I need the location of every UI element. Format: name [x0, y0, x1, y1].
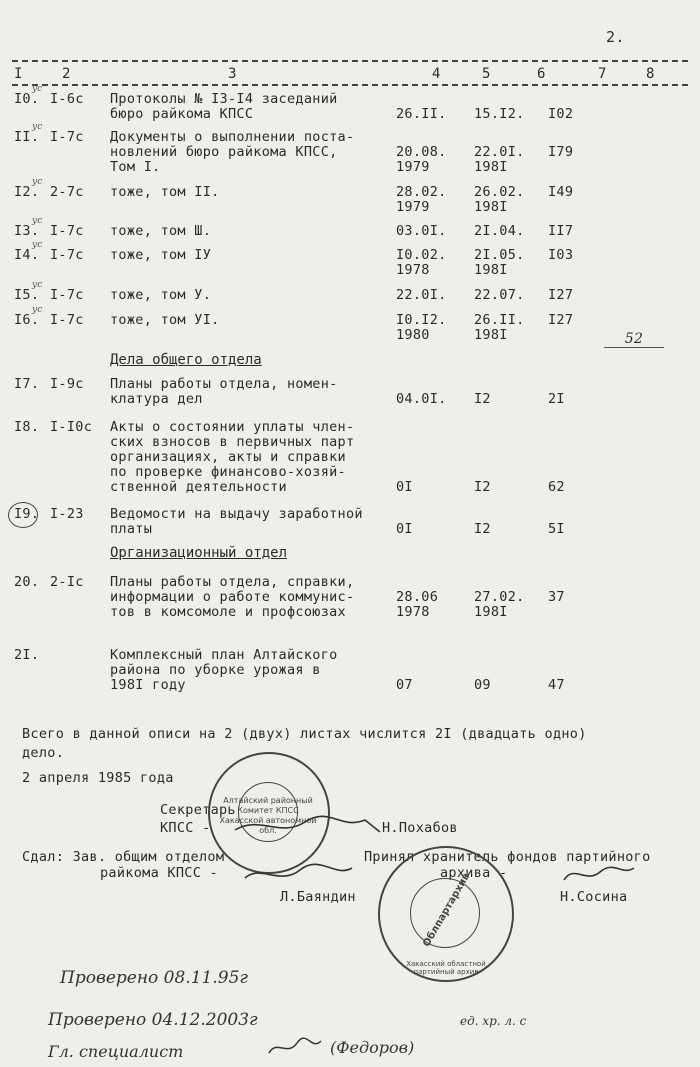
row-number: I4.	[14, 247, 40, 263]
total-line-1: Всего в данной описи на 2 (двух) листах числится 2I (двадцать одно)	[22, 726, 587, 742]
row-end-date: 198I	[474, 604, 508, 620]
received-label-2: архива -	[440, 865, 508, 881]
row-title-line: тоже, том УI.	[110, 312, 220, 328]
handwritten-check-2: Проверено 04.12.2003г	[48, 1010, 258, 1030]
row-end-date: I2	[474, 521, 491, 537]
row-start-date: 1979	[396, 159, 430, 175]
row-title-line: информации о работе коммунис-	[110, 589, 355, 605]
row-sheet-count: 47	[548, 677, 565, 693]
secretary-label-2: КПСС -	[160, 820, 211, 836]
row-index: 2-Ic	[50, 574, 84, 590]
row-19-circle-mark	[8, 502, 38, 528]
row-title-line: Планы работы отдела, номен-	[110, 376, 338, 392]
row-number: I3.	[14, 223, 40, 239]
row-index: I-6c	[50, 91, 84, 107]
row-sheet-count: I27	[548, 312, 574, 328]
row-start-date: 22.0I.	[396, 287, 447, 303]
col-header-1: I	[14, 66, 23, 82]
row-title-line: тоже, том У.	[110, 287, 212, 303]
row-number: 2I.	[14, 647, 40, 663]
date-line: 2 апреля 1985 года	[22, 770, 174, 786]
row-start-date: 1978	[396, 604, 430, 620]
archive-stamp	[378, 846, 514, 982]
row-number: I5.	[14, 287, 40, 303]
handwritten-name: (Федоров)	[330, 1038, 415, 1057]
row-title-line: тов в комсомоле и профсоюзах	[110, 604, 346, 620]
row-title-line: организациях, акты и справки	[110, 449, 346, 465]
row-title-line: ских взносов в первичных парт	[110, 434, 355, 450]
section-heading-org: Организационный отдел	[110, 545, 288, 561]
col-header-2: 2	[62, 66, 71, 82]
row-title-line: ственной деятельности	[110, 479, 287, 495]
row-sheet-count: I49	[548, 184, 574, 200]
row-sheet-count: 2I	[548, 391, 565, 407]
row-start-date: 26.II.	[396, 106, 447, 122]
row-title-line: платы	[110, 521, 153, 537]
row-start-date: 1978	[396, 262, 430, 278]
handed-over-label-2: райкома КПСС -	[100, 865, 218, 881]
row-check-mark: ус	[32, 84, 43, 94]
row-end-date: 22.07.	[474, 287, 525, 303]
row-index: I-I0c	[50, 419, 93, 435]
row-index: I-9c	[50, 376, 84, 392]
handed-over-name: Л.Баяндин	[280, 889, 356, 905]
received-name: Н.Сосина	[560, 889, 628, 905]
row-title-line: тоже, том Ш.	[110, 223, 212, 239]
received-signature	[560, 860, 640, 890]
row-index: I-7c	[50, 129, 84, 145]
archive-stamp-label: Облпартархив	[421, 871, 473, 949]
row-index: I-7c	[50, 247, 84, 263]
col-header-6: 6	[537, 66, 546, 82]
row-number: 20.	[14, 574, 40, 590]
row-end-date: 22.0I.	[474, 144, 525, 160]
row-title-line: новлений бюро райкома КПСС,	[110, 144, 338, 160]
row-check-mark: ус	[32, 240, 43, 250]
row-index: I-7c	[50, 223, 84, 239]
handed-over-signature	[240, 860, 360, 890]
row-check-mark: ус	[32, 177, 43, 187]
row-title-line: Планы работы отдела, справки,	[110, 574, 355, 590]
row-sheet-count: I27	[548, 287, 574, 303]
row-number: I9.	[14, 506, 40, 522]
row-number: II.	[14, 129, 40, 145]
archive-stamp-ring-text: Хакасский областной партийный архив	[406, 960, 486, 976]
handwritten-specialist: Гл. специалист	[48, 1042, 184, 1061]
section-heading-general: Дела общего отдела	[110, 352, 262, 368]
row-start-date: I0.I2.	[396, 312, 447, 328]
row-index: I-7c	[50, 287, 84, 303]
row-start-date: 1980	[396, 327, 430, 343]
row-check-mark: ус	[32, 280, 43, 290]
row-start-date: 1979	[396, 199, 430, 215]
row-title-line: клатура дел	[110, 391, 203, 407]
margin-note: 52	[604, 332, 664, 348]
row-end-date: 15.I2.	[474, 106, 525, 122]
row-start-date: 0I	[396, 479, 413, 495]
col-header-7: 7	[598, 66, 607, 82]
row-end-date: 09	[474, 677, 491, 693]
row-start-date: I0.02.	[396, 247, 447, 263]
row-title-line: тоже, том IУ	[110, 247, 212, 263]
row-title-line: района по уборке урожая в	[110, 662, 321, 678]
row-title-line: 198I году	[110, 677, 186, 693]
row-end-date: 2I.05.	[474, 247, 525, 263]
row-number: I7.	[14, 376, 40, 392]
row-title-line: бюро райкома КПСС	[110, 106, 254, 122]
row-end-date: 198I	[474, 327, 508, 343]
handwritten-check-1: Проверено 08.11.95г	[60, 968, 248, 988]
row-number: I2.	[14, 184, 40, 200]
handwritten-right-note: ед. хр. л. с	[460, 1014, 527, 1028]
stamp-text: Алтайский районный Комитет КПСС Хакасской автономной обл.	[219, 796, 317, 835]
row-check-mark: ус	[32, 216, 43, 226]
row-check-mark: ус	[32, 122, 43, 132]
row-index: 2-7c	[50, 184, 84, 200]
secretary-name: Н.Похабов	[382, 820, 458, 836]
row-end-date: 26.02.	[474, 184, 525, 200]
row-title-line: Акты о состоянии уплаты член-	[110, 419, 355, 435]
row-end-date: 198I	[474, 199, 508, 215]
row-end-date: 198I	[474, 159, 508, 175]
row-start-date: 07	[396, 677, 413, 693]
total-line-2: дело.	[22, 745, 65, 761]
row-end-date: I2	[474, 391, 491, 407]
row-title-line: Комплексный план Алтайского	[110, 647, 338, 663]
row-end-date: 2I.04.	[474, 223, 525, 239]
row-end-date: 26.II.	[474, 312, 525, 328]
row-title-line: Ведомости на выдачу заработной	[110, 506, 363, 522]
secretary-signature	[230, 810, 390, 840]
col-header-8: 8	[646, 66, 655, 82]
row-start-date: 03.0I.	[396, 223, 447, 239]
specialist-signature	[265, 1035, 325, 1061]
row-sheet-count: I02	[548, 106, 574, 122]
row-sheet-count: 62	[548, 479, 565, 495]
row-start-date: 20.08.	[396, 144, 447, 160]
row-sheet-count: I03	[548, 247, 574, 263]
row-sheet-count: 37	[548, 589, 565, 605]
row-start-date: 28.02.	[396, 184, 447, 200]
row-title-line: по проверке финансово-хозяй-	[110, 464, 346, 480]
row-title-line: тоже, том II.	[110, 184, 220, 200]
row-sheet-count: I79	[548, 144, 574, 160]
row-end-date: 198I	[474, 262, 508, 278]
row-number: I8.	[14, 419, 40, 435]
row-title-line: Том I.	[110, 159, 161, 175]
row-number: I6.	[14, 312, 40, 328]
received-label: Принял хранитель фондов партийного	[364, 849, 651, 865]
row-start-date: 28.06	[396, 589, 439, 605]
header-divider-bottom	[12, 84, 688, 86]
row-check-mark: ус	[32, 305, 43, 315]
col-header-4: 4	[432, 66, 441, 82]
row-title-line: Документы о выполнении поста-	[110, 129, 355, 145]
col-header-5: 5	[482, 66, 491, 82]
row-index: I-23	[50, 506, 84, 522]
row-sheet-count: 5I	[548, 521, 565, 537]
row-sheet-count: II7	[548, 223, 574, 239]
page-number: 2.	[606, 28, 625, 46]
row-start-date: 0I	[396, 521, 413, 537]
row-end-date: I2	[474, 479, 491, 495]
row-end-date: 27.02.	[474, 589, 525, 605]
row-title-line: Протоколы № I3-I4 заседаний	[110, 91, 338, 107]
row-number: I0.	[14, 91, 40, 107]
handed-over-label: Сдал: Зав. общим отделом	[22, 849, 225, 865]
row-index: I-7c	[50, 312, 84, 328]
col-header-3: 3	[228, 66, 237, 82]
header-divider-top	[12, 60, 688, 62]
row-start-date: 04.0I.	[396, 391, 447, 407]
secretary-label-1: Секретарь	[160, 802, 236, 818]
